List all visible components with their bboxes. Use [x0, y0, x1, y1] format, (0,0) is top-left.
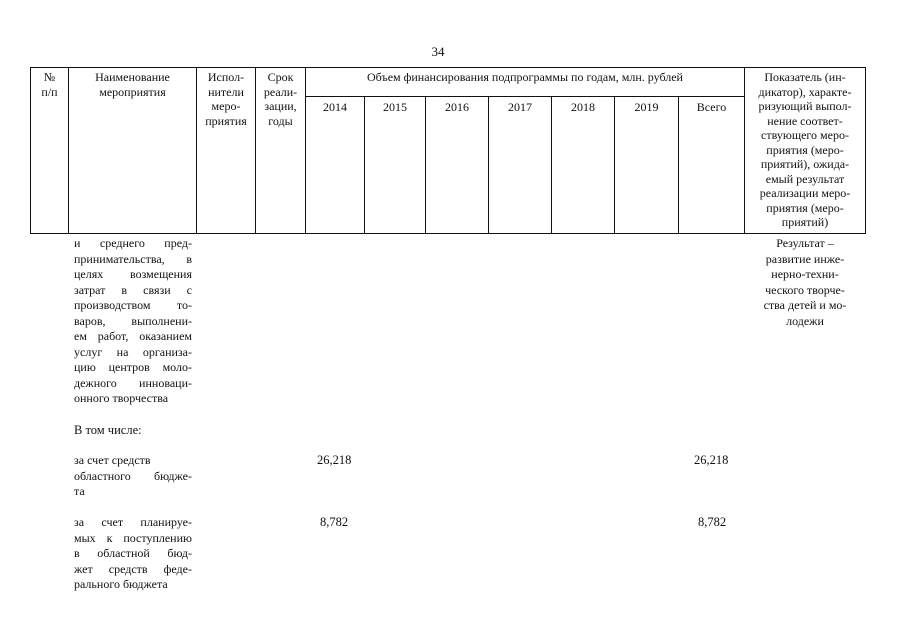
regional-total-value: 26,218: [694, 453, 729, 467]
table-bottom-border: [30, 233, 866, 234]
page-number: 34: [431, 44, 445, 59]
header-year-2017: 2017: [508, 100, 532, 114]
col-divider: [305, 67, 306, 234]
federal-budget-label: за счет планируе- мых к поступлению в областной бюд- жет средств феде- рального бюджета: [74, 515, 192, 591]
regional-budget-label: за счет средств областного бюдже- та: [74, 453, 192, 498]
header-indicator: Показатель (ин- дикатор), характе- ризующий выпол- нение соответ- ствующего меро- приятия (меро- приятий), ожида- емый результат реализации меро- приятия (меро- приятий): [758, 70, 852, 229]
table-top-border: [30, 67, 866, 68]
header-year-2015: 2015: [383, 100, 407, 114]
col-divider: [551, 96, 552, 234]
activity-description: и среднего пред- принимательства, в целях возмещения затрат в связи с производством то- варов, выполнени- ем работ, оказанием услуг на организа- цию центров моло- дежного инноваци- онного творчества: [74, 236, 192, 405]
col-divider: [364, 96, 365, 234]
col-divider: [488, 96, 489, 234]
header-financing-title: Объем финансирования подпрограммы по годам, млн. рублей: [367, 70, 683, 84]
header-term: Срок реали- зации, годы: [263, 70, 298, 128]
header-year-2014: 2014: [323, 100, 347, 114]
header-year-2018: 2018: [571, 100, 595, 114]
header-executors: Испол- нители меро- приятия: [205, 70, 247, 128]
federal-total-value: 8,782: [698, 515, 727, 529]
header-year-2016: 2016: [445, 100, 469, 114]
table-right-border: [865, 67, 866, 234]
regional-2014-value: 26,218: [317, 453, 352, 467]
col-divider: [425, 96, 426, 234]
header-activity-name: Наименование мероприятия: [95, 70, 170, 99]
result-description: Результат – развитие инже- нерно-техни- ческого творче- ства детей и мо- лодежи: [763, 236, 847, 328]
federal-2014-value: 8,782: [320, 515, 349, 529]
header-row-number: № п/п: [41, 70, 58, 99]
header-year-total: Всего: [696, 100, 727, 114]
including-label: В том числе:: [74, 423, 142, 437]
col-divider: [678, 96, 679, 234]
col-divider: [614, 96, 615, 234]
header-year-2019: 2019: [634, 100, 659, 114]
